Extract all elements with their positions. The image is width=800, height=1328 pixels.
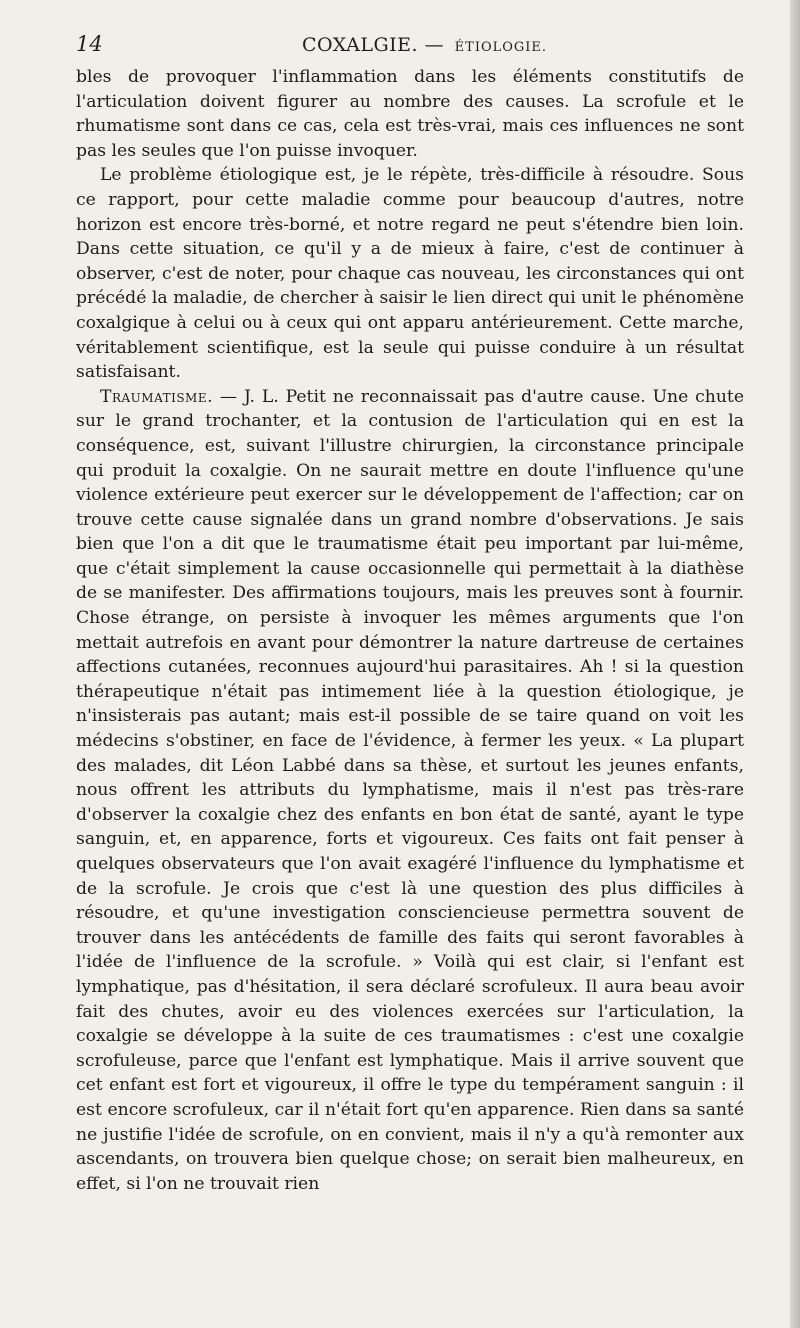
chapter-title: COXALGIE. — [302, 34, 419, 56]
title-separator: — — [424, 34, 445, 56]
page-edge-shadow — [790, 0, 800, 1328]
body-text — [76, 65, 744, 1196]
running-title — [302, 34, 547, 56]
paragraph-continued: bles de provoquer l'inflammation dans les éléments constitutifs de l'articulation doivent figurer au nombre des causes. La scrofule et le rhumatisme sont dans ce cas, cela est très-vrai, mais ces influences ne sont pas les seules que l'on puisse invoquer. — [76, 67, 744, 161]
paragraph-traumatisme-text: — J. L. Petit ne reconnaissait pas d'autre cause. Une chute sur le grand trochanter, et la contusion de l'articulation qui en est la conséquence, est, suivant l'illustre chirurgien, la circonstance principale qui produit la coxalgie. On ne saurait mettre en doute l'influence qu'une violence extérieure peut exercer sur le développement de l'affection; car on trouve cette cause signalée dans un grand nombre d'observations. Je sais bien que l'on a dit que le traumatisme était peu important par lui-même, que c'était simplement la cause occasionnelle qui permettait à la diathèse de se manifester. Des affirmations toujours, mais les preuves sont à fournir. Chose étrange, on persiste à invoquer les mêmes arguments que l'on mettait autrefois en avant pour démontrer la nature dartreuse de certaines affections cutanées, reconnues aujourd'hui parasitaires. Ah ! si la question thérapeutique n'était pas intimement liée à la question étiologique, je n'insisterais pas autant; mais est-il possible de se taire quand on voit les médecins s'obstiner, en face de l'évidence, à fermer les yeux. « La plupart des malades, dit Léon Labbé dans sa thèse, et surtout les jeunes enfants, nous offrent les attributs du lymphatisme, mais il n'est pas très-rare d'observer la coxalgie chez des enfants en bon état de santé, ayant le type sanguin, et, en apparence, forts et vigoureux. Ces faits ont fait penser à quelques observateurs que l'on avait exagéré l'influence du lymphatisme et de la scrofule. Je crois que c'est là une question des plus difficiles à résoudre, et qu'une investigation consciencieuse permettra souvent de trouver dans les antécédents de famille des faits qui seront favorables à l'idée de l'influence de la scrofule. » Voilà qui est clair, si l'enfant est lymphatique, pas d'hésitation, il sera déclaré scrofuleux. Il aura beau avoir fait des chutes, avoir eu des violences exercées sur l'articulation, la coxalgie se développe à la suite de ces traumatismes : c'est une coxalgie scrofuleuse, parce que l'enfant est lymphatique. Mais il arrive souvent que cet enfant est fort et vigoureux, il offre le type du tempérament sanguin : il est encore scrofuleux, car il n'était fort qu'en apparence. Rien dans sa santé ne justifie l'idée de scrofule, on en convient, mais il n'y a qu'à remonter aux ascendants, on trouvera bien quelque chose; on serait bien malheureux, en effet, si l'on ne trouvait rien — [76, 386, 744, 1194]
section-title: ÉTIOLOGIE. — [454, 40, 548, 55]
running-head — [76, 30, 744, 60]
page-number: 14 — [76, 32, 103, 56]
section-heading-traumatisme: Traumatisme. — [100, 386, 214, 407]
paragraph-traumatisme — [76, 385, 744, 1197]
paragraph-etiology-problem: Le problème étiologique est, je le répète, très-difficile à résoudre. Sous ce rapport, pour cette maladie comme pour beaucoup d'autres, notre horizon est encore très-borné, et notre regard ne peut s'étendre bien loin. Dans cette situation, ce qu'il y a de mieux à faire, c'est de continuer à observer, c'est de noter, pour chaque cas nouveau, les circonstances qui ont précédé la maladie, de chercher à saisir le lien direct qui unit le phénomène coxalgique à celui ou à ceux qui ont apparu antérieurement. Cette marche, véritablement scientifique, est la seule qui puisse conduire à un résultat satisfaisant. — [76, 165, 744, 383]
